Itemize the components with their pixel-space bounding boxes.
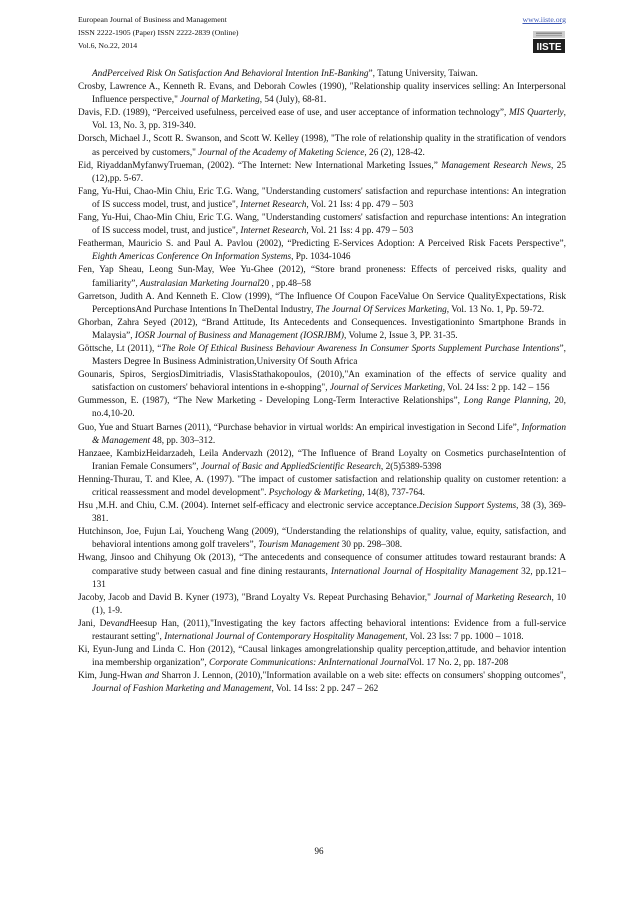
reference-text: , Volume 2, Issue 3, PP. 31-35. xyxy=(344,330,458,341)
reference-text: Crosby, Lawrence A., Kenneth R. Evans, and Deborah Cowles (1990), "Relationship quality inservices selling: An Interpersonal Influence perspective," xyxy=(78,82,566,106)
reference-italic-text: and xyxy=(144,671,159,682)
reference-italic-text: IOSR Journal of Business and Management (IOSRJBM) xyxy=(134,330,344,341)
reference-text: , 54 (July), 68-81. xyxy=(259,95,327,106)
reference-text: Guo, Yue and Stuart Barnes (2011), “Purchase behavior in virtual worlds: An empirical investigation in Second Life”, xyxy=(78,422,522,433)
reference-text: ”, Masters Degree In Business Administration,University Of South Africa xyxy=(92,343,566,368)
reference-text: Kim, Jung-Hwan xyxy=(78,671,145,682)
reference-italic-text: Internet Research xyxy=(240,199,307,210)
reference-text: Davis, F.D. (1989), “Perceived usefulness, perceived ease of use, and user acceptance of information technology”, xyxy=(78,108,509,119)
reference-italic-text: and xyxy=(115,618,130,629)
reference-italic-text: AndPerceived Risk On Satisfaction And Behavioral Intention InE-Banking xyxy=(92,69,369,79)
reference-italic-text: MIS Quarterly xyxy=(508,108,564,119)
reference-text: , Pp. 1034-1046 xyxy=(291,252,351,263)
reference-text: , 38 (3), 369-381. xyxy=(92,501,566,525)
reference-entry xyxy=(78,107,566,133)
reference-entry xyxy=(78,448,566,474)
reference-text: Fen, Yap Sheau, Leong Sun-May, Wee Yu-Ghee (2012), “Store brand proneness: Effects of perceived risks, quality and familiarity”, xyxy=(78,265,566,289)
reference-italic-text: The Journal Of Services Marketing xyxy=(315,304,447,315)
reference-list xyxy=(78,68,566,697)
reference-italic-text: Australasian Marketing Journal xyxy=(140,278,260,289)
reference-text: Hwang, Jinsoo and Chihyung Ok (2013), “The antecedents and consequence of consumer attitudes toward restaurant brands: A comparative study between casual and fine dining restaurants, xyxy=(78,553,566,577)
reference-entry xyxy=(78,238,566,264)
reference-text: 20 , pp.48–58 xyxy=(259,278,311,289)
reference-text: , 25 (12),pp. 5-67. xyxy=(92,160,566,184)
reference-italic-text: International Journal of Contemporary Hospitality Management xyxy=(164,632,406,643)
reference-text: 30 pp. 298–308. xyxy=(339,540,403,551)
reference-text: , Vol. 23 Iss: 7 pp. 1000 – 1018. xyxy=(405,632,524,643)
reference-text: , 14(8), 737-764. xyxy=(362,488,425,498)
reference-text: Hanzaee, KambizHeidarzadeh, Leila Andervazh (2012), “The Influence of Brand Loyalty on Cosmetics purchaseIntention of Iranian Female Consumers”, xyxy=(78,448,566,472)
reference-entry xyxy=(78,422,566,448)
reference-text: Jacoby, Jacob and David B. Kyner (1973), "Brand Loyalty Vs. Repeat Purchasing Behavior," xyxy=(78,592,434,603)
reference-text: Gummesson, E. (1987), “The New Marketing - Developing Long-Term Interactive Relationships”, xyxy=(78,396,464,407)
journal-name: European Journal of Business and Management xyxy=(78,15,227,24)
reference-entry xyxy=(78,160,566,186)
reference-text: Heesup Han, (2011),"Investigating the key factors affecting behavioral intentions: Evidence from a full-service restaurant setting", xyxy=(92,618,566,643)
reference-entry xyxy=(78,618,566,644)
reference-entry xyxy=(78,133,566,159)
issn-line: ISSN 2222-1905 (Paper) ISSN 2222-2839 (Online) xyxy=(78,28,239,37)
reference-entry xyxy=(78,526,566,552)
page-header xyxy=(78,13,566,52)
reference-italic-text: Journal of Marketing xyxy=(180,95,260,106)
reference-italic-text: Management Research News xyxy=(441,160,551,171)
reference-entry xyxy=(78,644,566,670)
reference-text: Vol. 17 No. 2, pp. 187-208 xyxy=(409,658,509,669)
reference-text: Gounaris, Spiros, SergiosDimitriadis, VlasisStathakopoulos, (2010),"An examination of the effects of service quality and satisfaction on customers' behavioral intentions in e-shopping", xyxy=(78,370,566,394)
reference-text: , 10 (1), 1-9. xyxy=(92,592,566,616)
iiste-logo xyxy=(532,30,566,54)
reference-entry xyxy=(78,317,566,343)
reference-text: , Vol. 13 No. 1, Pp. 59-72. xyxy=(446,304,545,315)
reference-text: Dorsch, Michael J., Scott R. Swanson, and Scott W. Kelley (1998), "The role of relationship quality in the stratification of vendors as perceived by customers," xyxy=(78,134,566,158)
reference-text: Fang, Yu-Hui, Chao-Min Chiu, Eric T.G. Wang, "Understanding customers' satisfaction and repurchase intentions: An integration of IS success model, trust, and justice", xyxy=(78,186,566,210)
reference-text: Garretson, Judith A. And Kenneth E. Clow (1999), “The Influence Of Coupon FaceValue On Service QualityExpectations, Risk PerceptionsAnd Purchase Intentions In TheDental Industry, xyxy=(78,291,566,315)
reference-entry xyxy=(78,592,566,618)
reference-text: Ghorban, Zahra Seyed (2012), “Brand Attitude, Its Antecedents and Consequences. Investigationinto Smartphone Brands in Malaysia”, xyxy=(78,317,566,341)
reference-italic-text: Psychology & Marketing xyxy=(268,488,363,498)
reference-entry xyxy=(78,395,566,421)
reference-text: , Vol. 13, No. 3, pp. 319-340. xyxy=(92,108,566,132)
reference-italic-text: The Role Of Ethical Business Behaviour Awareness In Consumer Sports Supplement Purchase Intentions xyxy=(161,343,560,354)
reference-italic-text: Internet Research xyxy=(240,226,307,237)
reference-text: Fang, Yu-Hui, Chao-Min Chiu, Eric T.G. Wang, "Understanding customers' satisfaction and repurchase intentions: An integration of IS success model, trust, and justice", xyxy=(78,213,566,237)
reference-text: Ki, Eyun-Jung and Linda C. Hon (2012), “Causal linkages amongrelationship quality perception,attitude, and behavior intention ina membership organization”, xyxy=(78,645,566,669)
page-number: 96 xyxy=(314,846,324,856)
reference-text: Göttsche, Lt (2011), “ xyxy=(78,343,162,354)
reference-entry xyxy=(78,369,566,395)
reference-text: Hutchinson, Joe, Fujun Lai, Youcheng Wang (2009), “Understanding the relationships of quality, value, equity, satisfaction, and behavioral intentions among golf travelers”, xyxy=(78,527,566,551)
reference-text: , Vol. 21 Iss: 4 pp. 479 – 503 xyxy=(306,199,414,210)
reference-entry xyxy=(78,212,566,238)
reference-italic-text: Long Range Planning xyxy=(463,396,549,407)
reference-text: , Vol. 21 Iss: 4 pp. 479 – 503 xyxy=(306,226,414,237)
reference-text: Featherman, Mauricio S. and Paul A. Pavlou (2002), “Predicting E-Services Adoption: A Perceived Risk Facets Perspective”, xyxy=(78,239,566,250)
reference-text: , 20, no.4,10-20. xyxy=(92,396,566,420)
reference-entry xyxy=(78,500,566,526)
reference-entry xyxy=(78,552,566,591)
reference-italic-text: Journal of Basic and AppliedScientific Research xyxy=(200,461,381,472)
logo-text: IISTE xyxy=(536,42,562,54)
reference-italic-text: International Journal of Hospitality Management xyxy=(330,566,519,577)
reference-entry xyxy=(78,343,566,369)
reference-entry xyxy=(78,68,566,81)
reference-text: 32, pp.121–131 xyxy=(92,566,566,590)
reference-italic-text: Information & Management xyxy=(92,422,566,446)
reference-italic-text: Corporate Communications: AnInternational Journal xyxy=(209,658,410,669)
reference-italic-text: Tourism Management xyxy=(258,540,340,551)
reference-text: , 2(5)5389-5398 xyxy=(380,461,442,472)
reference-italic-text: Journal of Fashion Marketing and Management xyxy=(92,684,272,695)
reference-italic-text: Journal of Marketing Research xyxy=(433,592,552,603)
reference-text: 48, pp. 303–312. xyxy=(150,435,216,446)
reference-italic-text: Journal of Services Marketing xyxy=(329,383,443,394)
reference-entry xyxy=(78,81,566,107)
reference-text: , Vol. 24 Iss: 2 pp. 142 – 156 xyxy=(442,383,550,394)
reference-entry xyxy=(78,264,566,290)
reference-text: Henning-Thurau, T. and Klee, A. (1997). "The impact of customer satisfaction and relationship quality on customer retention: a critical reassessment and model development". xyxy=(78,474,566,498)
reference-entry xyxy=(78,291,566,317)
reference-italic-text: Eighth Americas Conference On Information Systems xyxy=(92,252,292,263)
journal-url-link[interactable]: www.iiste.org xyxy=(522,15,566,24)
reference-italic-text: Decision Support Systems xyxy=(418,501,517,512)
reference-entry xyxy=(78,670,566,696)
reference-text: ”, Tatung University, Taiwan. xyxy=(368,69,478,79)
volume-line: Vol.6, No.22, 2014 xyxy=(78,41,138,50)
reference-text: Jani, Dev xyxy=(78,618,116,629)
reference-text: Hsu ,M.H. and Chiu, C.M. (2004). Internet self-efficacy and electronic service acceptance. xyxy=(78,501,419,512)
reference-text: Sharron J. Lennon, (2010),"Information available on a web site: effects on consumers' shopping outcomes", xyxy=(158,671,566,682)
reference-italic-text: Journal of the Academy of Maketing Science xyxy=(198,147,365,158)
reference-text: Eid, RiyaddanMyfanwyTrueman, (2002). “The Internet: New International Marketing Issues,” xyxy=(78,160,442,171)
reference-entry xyxy=(78,186,566,212)
reference-text: , 26 (2), 128-42. xyxy=(364,147,425,158)
reference-text: , Vol. 14 Iss: 2 pp. 247 – 262 xyxy=(271,684,379,695)
reference-entry xyxy=(78,474,566,500)
